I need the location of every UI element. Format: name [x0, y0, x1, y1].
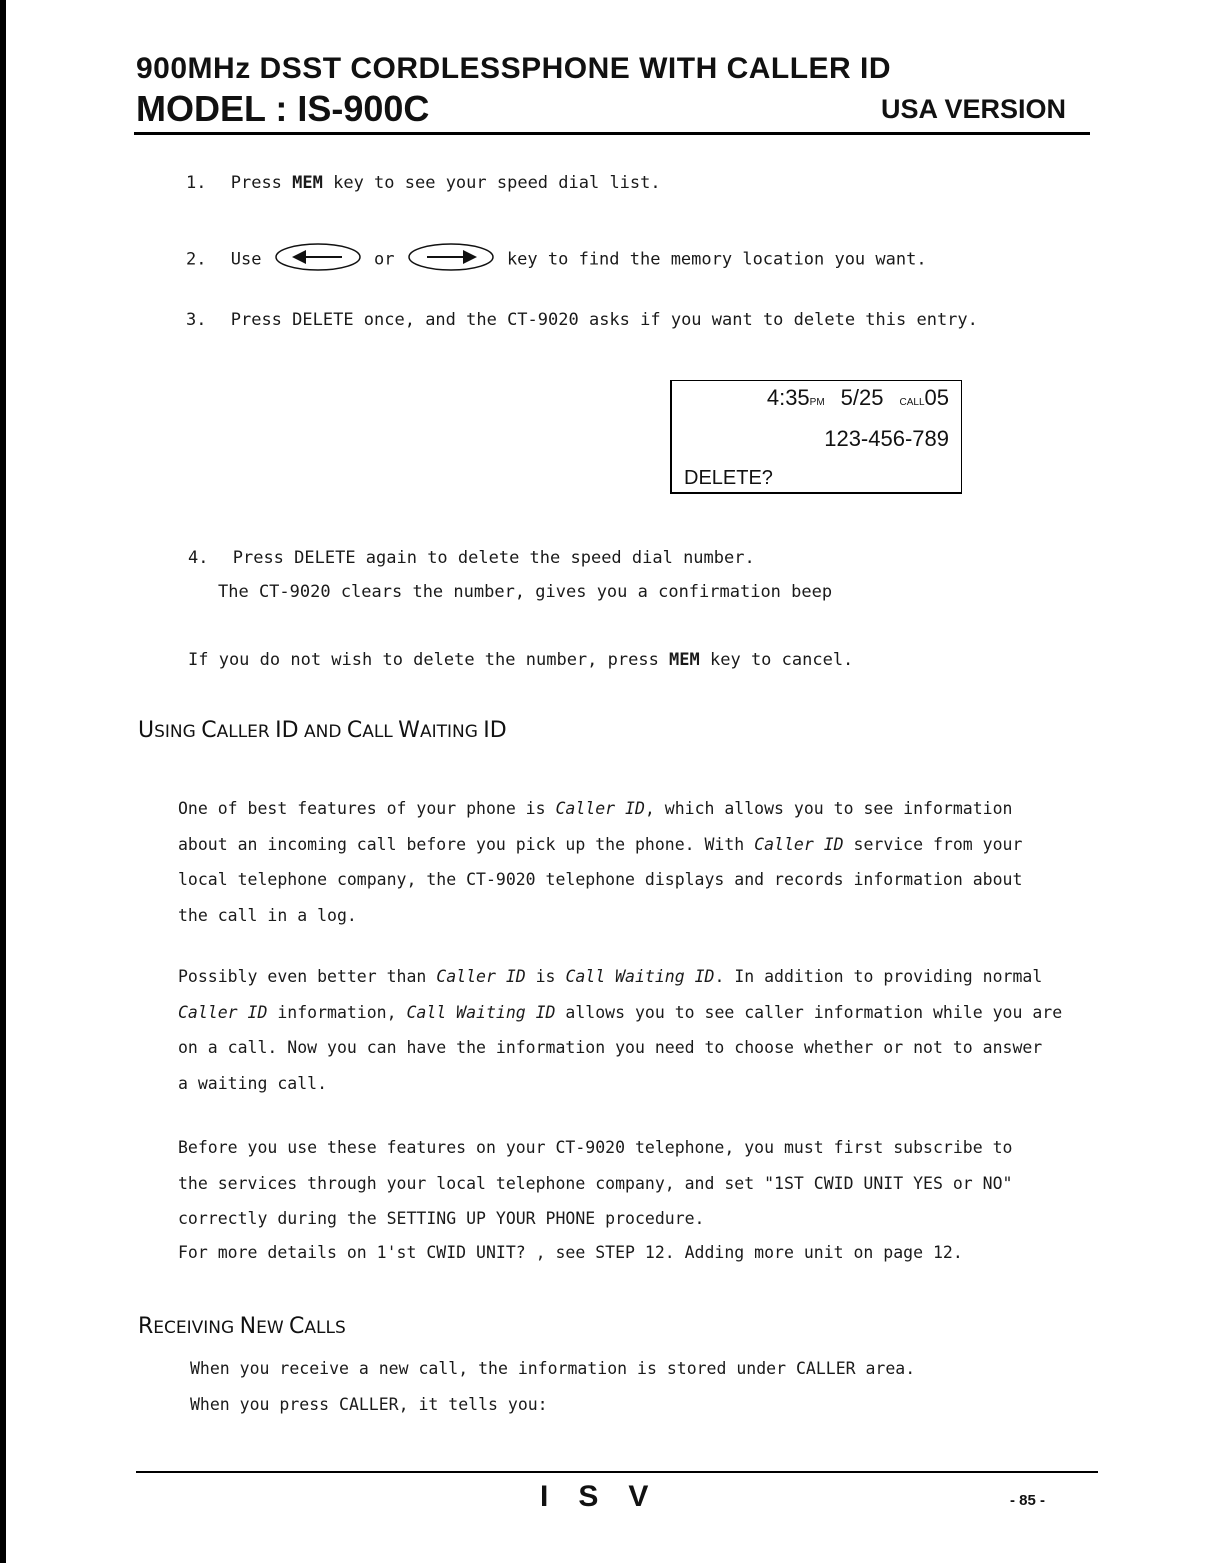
paragraph-caller-id-intro	[178, 791, 1022, 933]
lcd-call-label: CALL	[899, 397, 925, 408]
step-text: Press	[230, 173, 293, 193]
version-label: USA VERSION	[880, 94, 1066, 124]
text: service from your	[843, 834, 1023, 854]
heading-small: EW	[256, 1318, 290, 1338]
heading-small: ALLS	[304, 1318, 346, 1338]
text: When you receive a new call, the information is stored under CALLER area.	[190, 1359, 916, 1378]
footer-brand: ISV	[540, 1480, 679, 1513]
section-heading-caller-id	[138, 718, 507, 743]
cancel-note	[188, 650, 853, 670]
heading-cap: R	[138, 1314, 154, 1339]
key-name: MEM	[292, 173, 323, 193]
step-text: Press DELETE once, and the CT-9020 asks if you want to delete this entry.	[230, 310, 978, 330]
footer-rule	[136, 1471, 1098, 1473]
right-arrow-key-icon	[405, 240, 497, 279]
italic-term: Call Waiting ID	[406, 1002, 556, 1022]
key-name: MEM	[669, 650, 700, 670]
model-name: MODEL : IS-900C	[136, 88, 430, 129]
header-rule	[134, 132, 1090, 135]
heading-cap: U	[138, 718, 155, 743]
text: information,	[267, 1002, 407, 1022]
note-text: key to cancel.	[699, 650, 854, 670]
heading-small: SING	[154, 722, 202, 742]
italic-term: Call Waiting ID	[565, 967, 715, 986]
paragraph-subscribe	[178, 1130, 1012, 1269]
left-arrow-key-icon	[272, 240, 364, 279]
step-text: Use	[230, 249, 262, 270]
paragraph-call-waiting-id	[178, 959, 1062, 1101]
lcd-time: 4:35	[766, 385, 810, 410]
text: on a call. Now you can have the information you need to choose whether or not to answer	[178, 1038, 1043, 1057]
heading-cap: N	[239, 1314, 257, 1339]
step-text: key to see your speed dial list.	[322, 173, 661, 193]
step-number: 3.	[186, 310, 207, 330]
step-number: 2.	[186, 249, 207, 270]
step-text: Press DELETE again to delete the speed dial number.	[232, 548, 755, 568]
lcd-display	[670, 380, 962, 494]
step-4	[188, 548, 755, 568]
heading-cap: C	[201, 718, 217, 743]
text: , which allows you to see information	[644, 799, 1013, 818]
heading-small: AITING	[419, 722, 484, 742]
text: the services through your local telephone company, and set "1ST CWID UNIT YES or NO"	[178, 1173, 1013, 1193]
text: Possibly even better than	[178, 967, 437, 986]
step-text: key to find the memory location you want.	[506, 249, 927, 270]
lcd-phone-number: 123-456-789	[824, 426, 949, 451]
note-text: If you do not wish to delete the number, press	[188, 650, 670, 670]
text: One of best features of your phone is	[178, 799, 556, 818]
step-number: 1.	[186, 173, 207, 193]
heading-cap: ID	[275, 718, 299, 743]
text: Before you use these features on your CT-9020 telephone, you must first subscribe to	[178, 1138, 1013, 1157]
heading-cap: C	[346, 718, 363, 743]
paragraph-receiving-calls	[190, 1351, 915, 1422]
step-text-or: or	[373, 249, 395, 270]
italic-term: Caller ID	[555, 799, 645, 818]
step-3	[186, 310, 978, 330]
text: When you press CALLER, it tells you:	[190, 1394, 548, 1414]
heading-small: AND	[298, 722, 347, 742]
text: a waiting call.	[178, 1073, 328, 1093]
left-binding-bar	[0, 0, 6, 1563]
text: . In addition to providing normal	[714, 967, 1043, 986]
heading-small: ECEIVING	[153, 1318, 240, 1338]
lcd-ampm: PM	[809, 397, 825, 408]
lcd-call-number: 05	[924, 385, 949, 410]
document-title: 900MHz DSST CORDLESSPHONE WITH CALLER ID	[136, 52, 892, 85]
heading-cap: ID	[483, 718, 507, 743]
lcd-date: 5/25	[840, 385, 884, 410]
text: For more details on 1'st CWID UNIT? , see STEP 12. Adding more unit on page 12.	[178, 1242, 963, 1262]
lcd-status-row	[767, 385, 949, 411]
italic-term: Caller ID	[436, 967, 526, 986]
text: about an incoming call before you pick up the phone. With	[178, 834, 755, 854]
section-heading-receiving-new-calls	[138, 1314, 346, 1339]
step-number: 4.	[188, 548, 209, 568]
italic-term: Caller ID	[178, 1002, 268, 1022]
step-1	[186, 173, 661, 193]
heading-cap: C	[289, 1314, 305, 1339]
italic-term: Caller ID	[754, 834, 844, 854]
lcd-prompt: DELETE?	[684, 467, 773, 489]
heading-small: ALLER	[216, 722, 276, 742]
text: is	[525, 967, 566, 986]
step-2	[186, 240, 927, 279]
heading-small: ALL	[362, 722, 399, 742]
text: local telephone company, the CT-9020 telephone displays and records information about	[178, 870, 1023, 889]
text: the call in a log.	[178, 905, 357, 925]
page-number: - 85 -	[1010, 1492, 1046, 1509]
heading-cap: W	[398, 718, 420, 743]
step-4-detail: The CT-9020 clears the number, gives you a confirmation beep	[218, 582, 833, 602]
text: correctly during the SETTING UP YOUR PHONE procedure.	[178, 1209, 705, 1228]
text: allows you to see caller information while you are	[555, 1002, 1063, 1022]
